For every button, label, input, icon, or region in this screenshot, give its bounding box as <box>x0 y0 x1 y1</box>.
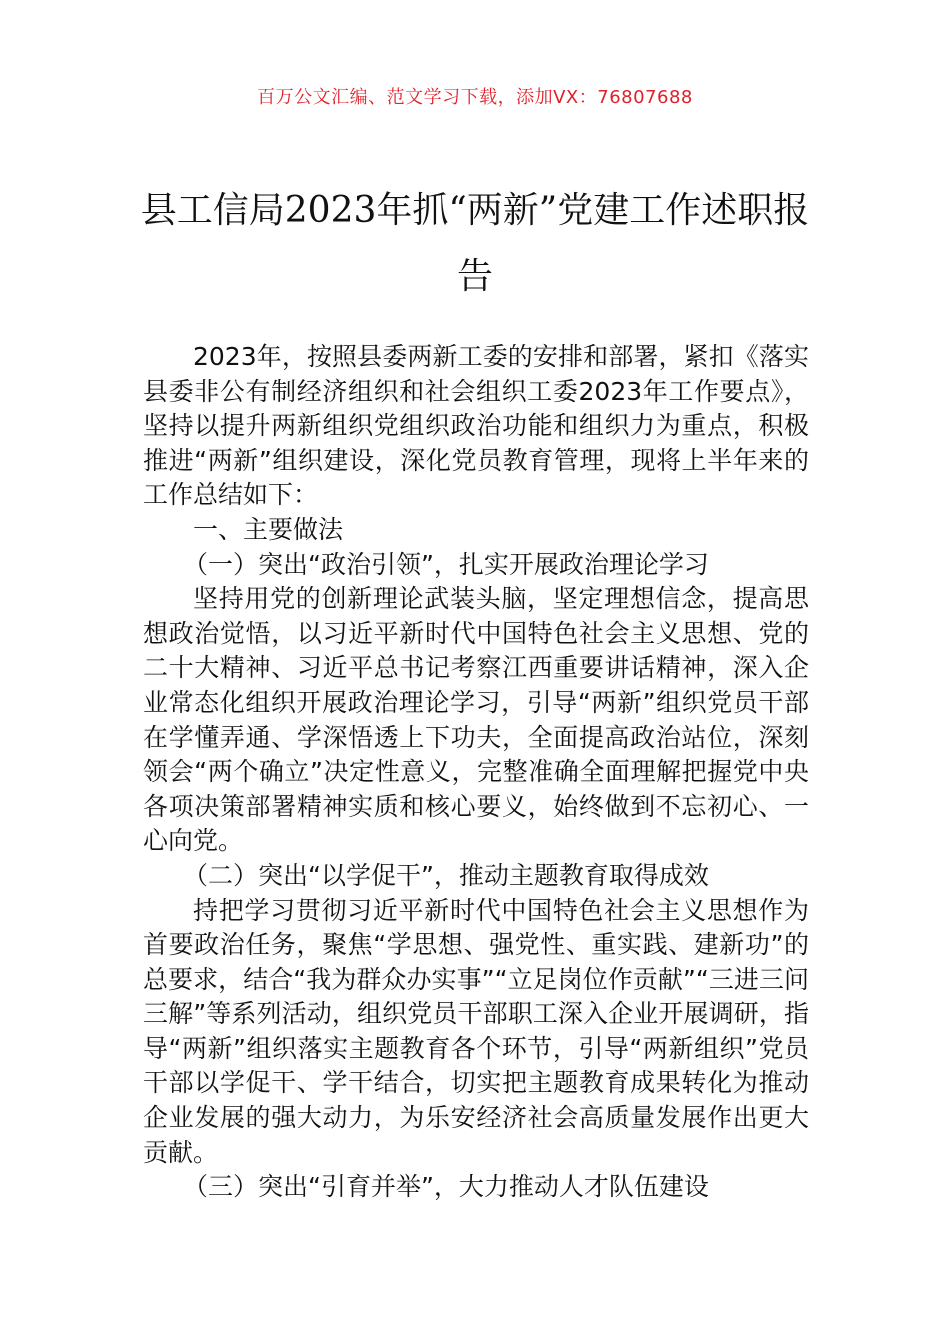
intro-paragraph: 2023年，按照县委两新工委的安排和部署，紧扣《落实县委非公有制经济组织和社会组织工委2023年工作要点》，坚持以提升两新组织党组织政治功能和组织力为重点，积极推进“两新”组织建设，深化党员教育管理，现将上半年来的工作总结如下： <box>143 342 809 510</box>
subsection-paragraph-2: 持把学习贯彻习近平新时代中国特色社会主义思想作为首要政治任务，聚焦“学思想、强党性、重实践、建新功”的总要求，结合“我为群众办实事”“立足岗位作贡献”“三进三问三解”等系列活动，组织党员干部职工深入企业开展调研，指导“两新”组织落实主题教育各个环节，引导“两新组织”党员干部以学促干、学干结合，切实把主题教育成果转化为推动企业发展的强大动力，为乐安经济社会高质量发展作出更大贡献。 <box>143 895 809 1167</box>
subsection-heading-2: （二）突出“以学促干”，推动主题教育取得成效 <box>183 860 709 890</box>
watermark-text: 百万公文汇编、范文学习下载，添加VX：76807688 <box>257 87 693 108</box>
document-title: 县工信局2023年抓“两新”党建工作述职报告 <box>140 190 810 297</box>
subsection-heading-1: （一）突出“政治引领”，扎实开展政治理论学习 <box>183 549 709 579</box>
section-heading-main-practices: 一、主要做法 <box>193 514 344 544</box>
subsection-heading-3: （三）突出“引育并举”，大力推动人才队伍建设 <box>183 1172 709 1202</box>
subsection-paragraph-1: 坚持用党的创新理论武装头脑，坚定理想信念，提高思想政治觉悟，以习近平新时代中国特色社会主义思想、党的二十大精神、习近平总书记考察江西重要讲话精神，深入企业常态化组织开展政治理论学习，引导“两新”组织党员干部在学懂弄通、学深悟透上下功夫，全面提高政治站位，深刻领会“两个确立”决定性意义，完整准确全面理解把握党中央各项决策部署精神实质和核心要义，始终做到不忘初心、一心向党。 <box>143 584 809 856</box>
document-body <box>143 340 809 1205</box>
